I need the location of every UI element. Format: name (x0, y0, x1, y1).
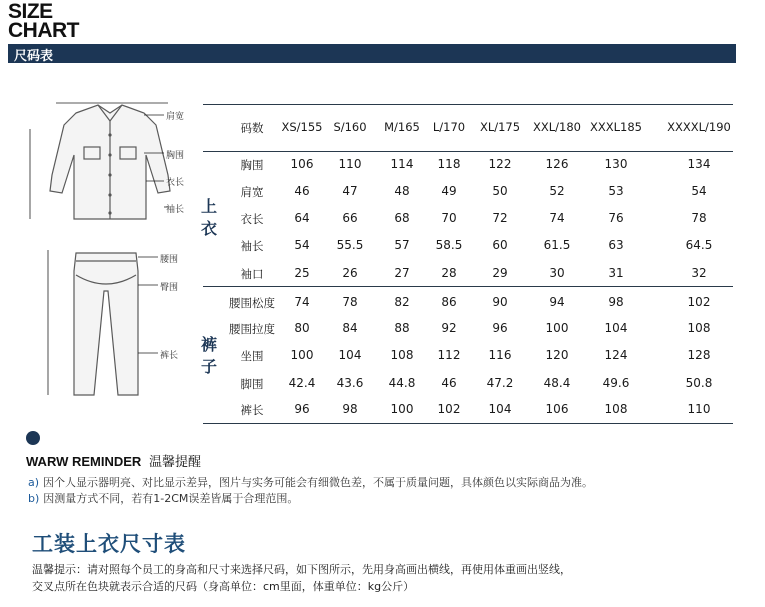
table-cell: 104 (338, 348, 362, 362)
table-cell: 60 (492, 238, 508, 252)
table-cell: 88 (394, 321, 410, 335)
table-cell: 50 (492, 184, 508, 198)
table-cell: 49.6 (602, 376, 630, 390)
table-cell: 82 (394, 295, 410, 309)
column-header: XS/155 (281, 120, 323, 134)
table-cell: 116 (488, 348, 512, 362)
table-cell: 61.5 (543, 238, 571, 252)
table-cell: 27 (394, 266, 410, 280)
table-cell: 110 (687, 402, 711, 416)
table-cell: 78 (342, 295, 358, 309)
pants-outline (74, 253, 138, 395)
table-cell: 46 (294, 184, 310, 198)
column-header: XXXXL/190 (667, 120, 731, 134)
band-title: 尺码表 (14, 49, 54, 64)
row-label: 衣长 (240, 212, 264, 226)
table-cell: 50.8 (685, 376, 713, 390)
table-cell: 64 (294, 211, 310, 225)
table-cell: 92 (441, 321, 457, 335)
section-label-pants: 裤子 (200, 335, 217, 376)
table-cell: 46 (441, 376, 457, 390)
table-cell: 80 (294, 321, 310, 335)
table-cell: 102 (687, 295, 711, 309)
table-cell: 104 (488, 402, 512, 416)
table-cell: 68 (394, 211, 410, 225)
figure-label-shoulder: 肩宽 (166, 112, 185, 122)
table-cell: 122 (488, 157, 512, 171)
table-cell: 96 (492, 321, 508, 335)
figure-label-waist: 腰围 (160, 255, 179, 265)
reminder-note (28, 474, 593, 490)
table-cell: 98 (608, 295, 624, 309)
table-cell: 57 (394, 238, 410, 252)
figure-label-hip: 臀围 (160, 283, 179, 293)
row-label: 肩宽 (240, 185, 264, 199)
section-label-top: 上衣 (200, 197, 217, 238)
table-cell: 28 (441, 266, 457, 280)
table-cell: 98 (342, 402, 358, 416)
table-cell: 108 (604, 402, 628, 416)
table-cell: 100 (390, 402, 414, 416)
row-label: 腰围拉度 (229, 322, 275, 336)
table-cell: 106 (290, 157, 314, 171)
reminder-heading (26, 451, 201, 470)
column-header: S/160 (333, 120, 367, 134)
table-cell: 54 (294, 238, 310, 252)
row-label: 裤长 (240, 403, 264, 417)
figure-label-length: 衣长 (166, 178, 185, 188)
table-cell: 55.5 (336, 238, 364, 252)
table-cell: 72 (492, 211, 508, 225)
table-cell: 76 (608, 211, 624, 225)
table-cell: 48.4 (543, 376, 571, 390)
row-label: 胸围 (240, 158, 264, 172)
table-cell: 48 (394, 184, 410, 198)
note-text: 因个人显示器明亮、对比显示差异，图片与实务可能会有细微色差，不属于质量问题，具体颜色以实际商品为准。 (43, 476, 594, 489)
size-chart-title (8, 2, 79, 40)
table-cell: 47 (342, 184, 358, 198)
table-cell: 106 (545, 402, 569, 416)
row-label: 腰围松度 (229, 296, 275, 310)
table-cell: 108 (390, 348, 414, 362)
workwear-tip-line-1: 温馨提示：请对照每个员工的身高和尺寸来选择尺码，如下图所示，先用身高画出横线，再使用体重画出竖线， (32, 563, 571, 576)
note-letter: b) (28, 492, 40, 505)
figure-label-sleeve: 袖长 (166, 205, 185, 215)
table-cell: 104 (604, 321, 628, 335)
title-line-size: SIZE (8, 0, 53, 23)
table-cell: 110 (338, 157, 362, 171)
table-cell: 94 (549, 295, 565, 309)
table-cell: 96 (294, 402, 310, 416)
table-cell: 63 (608, 238, 624, 252)
reminder-title-en: WARW REMINDER (26, 454, 142, 469)
table-cell: 49 (441, 184, 457, 198)
table-cell: 31 (608, 266, 624, 280)
row-label: 袖长 (240, 239, 264, 253)
column-header: XXL/180 (533, 120, 581, 134)
row-label: 坐围 (240, 349, 264, 363)
workwear-heading: 工装上衣尺寸表 (32, 532, 186, 556)
table-cell: 58.5 (435, 238, 463, 252)
table-cell: 64.5 (685, 238, 713, 252)
table-top-rule (203, 104, 733, 105)
table-cell: 118 (437, 157, 461, 171)
table-cell: 26 (342, 266, 358, 280)
table-cell: 102 (437, 402, 461, 416)
row-label: 脚围 (240, 377, 264, 391)
table-cell: 108 (687, 321, 711, 335)
note-text: 因测量方式不同，若有1-2CM误差皆属于合理范围。 (43, 492, 299, 505)
table-cell: 47.2 (486, 376, 514, 390)
note-letter: a) (28, 476, 40, 489)
table-header-rule (203, 151, 733, 152)
column-header: XL/175 (479, 120, 521, 134)
column-header-size-code: 码数 (240, 121, 264, 135)
table-cell: 124 (604, 348, 628, 362)
table-cell: 42.4 (288, 376, 316, 390)
column-header: M/165 (384, 120, 420, 134)
column-header: L/170 (432, 120, 466, 134)
table-cell: 90 (492, 295, 508, 309)
table-cell: 53 (608, 184, 624, 198)
figure-label-pants-length: 裤长 (160, 351, 179, 361)
table-cell: 130 (604, 157, 628, 171)
table-cell: 66 (342, 211, 358, 225)
table-cell: 74 (549, 211, 565, 225)
table-cell: 128 (687, 348, 711, 362)
reminder-title-cn: 温馨提醒 (148, 455, 201, 470)
table-cell: 100 (290, 348, 314, 362)
reminder-note (28, 490, 298, 506)
workwear-tip-line-2: 交叉点所在色块就表示合适的尺码（身高单位：cm里面，体重单位：kg公斤） (32, 580, 415, 593)
table-cell: 112 (437, 348, 461, 362)
table-cell: 84 (342, 321, 358, 335)
table-cell: 25 (294, 266, 310, 280)
size-table-band (8, 44, 736, 63)
column-header: XXXL185 (590, 120, 642, 134)
table-cell: 70 (441, 211, 457, 225)
table-cell: 74 (294, 295, 310, 309)
title-line-chart: CHART (8, 19, 79, 42)
table-cell: 114 (390, 157, 414, 171)
table-section-rule (203, 286, 733, 287)
table-cell: 134 (687, 157, 711, 171)
table-cell: 126 (545, 157, 569, 171)
row-label: 袖口 (240, 267, 264, 281)
reminder-bullet-icon (26, 431, 40, 445)
table-cell: 32 (691, 266, 707, 280)
table-cell: 86 (441, 295, 457, 309)
table-cell: 29 (492, 266, 508, 280)
table-cell: 30 (549, 266, 565, 280)
table-cell: 54 (691, 184, 707, 198)
table-bottom-rule (203, 423, 733, 424)
table-cell: 52 (549, 184, 565, 198)
table-cell: 44.8 (388, 376, 416, 390)
table-cell: 78 (691, 211, 707, 225)
table-cell: 120 (545, 348, 569, 362)
table-cell: 100 (545, 321, 569, 335)
figure-label-chest: 胸围 (166, 151, 185, 161)
table-cell: 43.6 (336, 376, 364, 390)
